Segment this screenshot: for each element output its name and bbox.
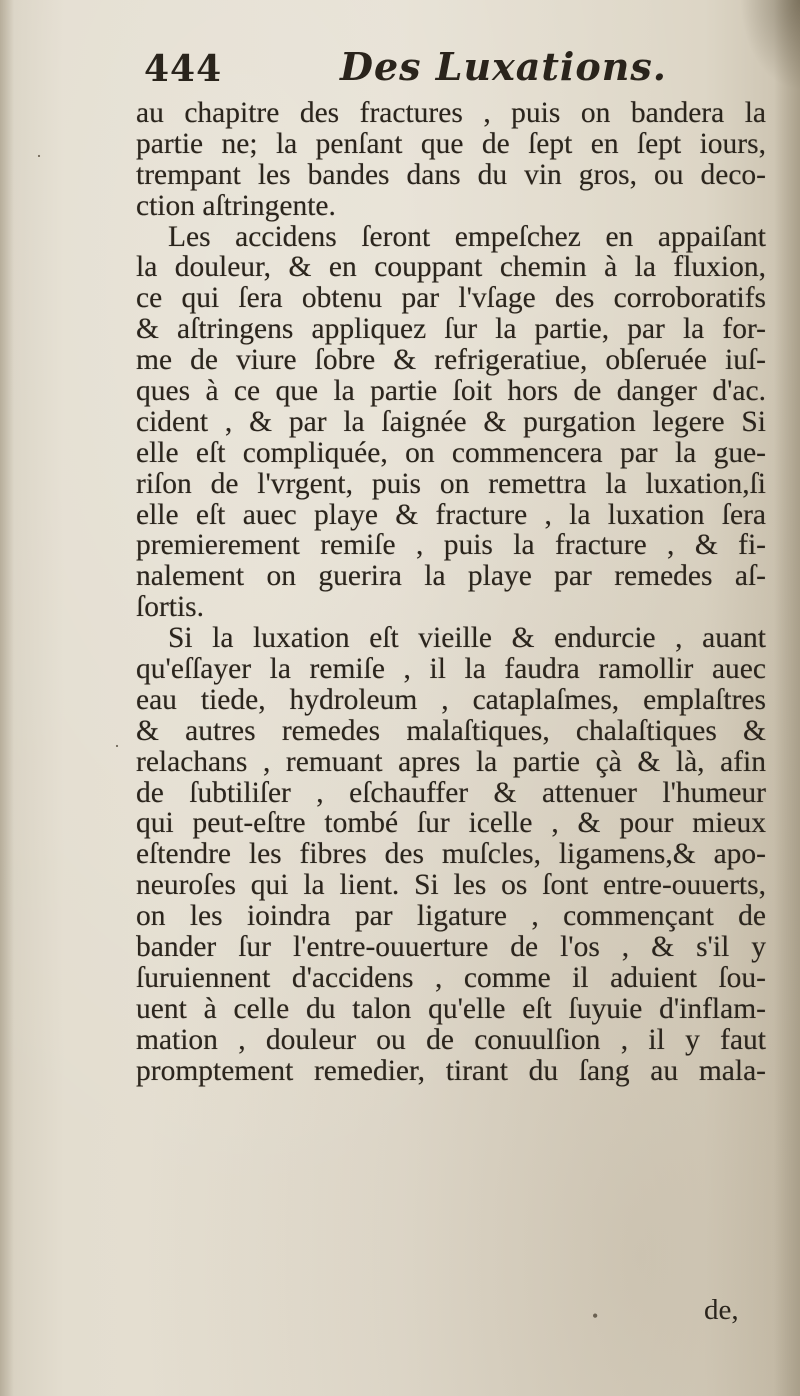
text-line: eau tiede, hydroleum , cataplaſmes, emplaſtres <box>136 683 766 716</box>
margin-dot: · <box>114 736 120 756</box>
page-right-edge-shadow <box>774 0 800 1396</box>
text-line: nalement on guerira la playe par remedes aſ- <box>136 560 766 593</box>
text-line: ſuruiennent d'accidens , comme il aduient ſou- <box>136 961 766 994</box>
text-line: qui peut-eſtre tombé ſur icelle , & pour mieux <box>136 807 766 840</box>
page-left-edge-shadow <box>0 0 14 1396</box>
text-line: qu'eſſayer la remiſe , il la faudra ramollir auec <box>136 653 766 686</box>
text-line: bander ſur l'entre-ouuerture de l'os , & s'il y <box>136 931 766 964</box>
text-line: riſon de l'vrgent, puis on remettra la luxation,ſi <box>136 467 766 500</box>
text-line: me de viure ſobre & refrigeratiue, obſeruée iuſ- <box>136 344 766 377</box>
text-line: au chapitre des fractures , puis on bandera la <box>136 97 766 129</box>
text-line: & autres remedes malaſtiques, chalaſtiques & <box>136 714 766 747</box>
page-number: 444 <box>144 48 223 90</box>
text-line: eſtendre les fibres des muſcles, ligamens,& apo- <box>136 838 766 871</box>
text-line: ſortis. <box>136 591 205 624</box>
text-line: promptement remedier, tirant du ſang au mala- <box>136 1054 766 1087</box>
text-line: la douleur, & en couppant chemin à la fluxion, <box>136 251 766 284</box>
text-line: ction aſtringente. <box>136 189 336 222</box>
text-line: ques à ce que la partie ſoit hors de danger d'ac. <box>136 375 766 408</box>
text-line: & aſtringens appliquez ſur la partie, par la for- <box>136 313 766 346</box>
text-line: partie ne; la penſant que de ſept en ſept iours, <box>136 127 766 160</box>
text-line: relachans , remuant apres la partie çà & là, afin <box>136 745 766 778</box>
text-line: Les accidens ſeront empeſchez en appaiſant <box>168 220 766 253</box>
ink-speck: • <box>592 1306 599 1326</box>
body-text <box>136 98 766 1087</box>
text-line: mation , douleur ou de conuulſion , il y faut <box>136 1023 766 1056</box>
text-line: premierement remiſe , puis la fracture , & fi- <box>136 529 766 562</box>
text-line: neuroſes qui la lient. Si les os ſont entre-ouuerts, <box>136 869 766 902</box>
margin-dot: · <box>36 146 42 166</box>
text-line: trempant les bandes dans du vin gros, ou deco- <box>136 158 766 191</box>
text-line: de ſubtiliſer , eſchauffer & attenuer l'humeur <box>136 776 766 809</box>
text-line: cident , & par la ſaignée & purgation legere Si <box>136 405 766 438</box>
catchword: de, <box>704 1294 739 1326</box>
text-line: elle eſt auec playe & fracture , la luxation ſera <box>136 498 766 531</box>
text-line: Si la luxation eſt vieille & endurcie , auant <box>168 622 766 655</box>
text-line: ce qui ſera obtenu par l'vſage des corroboratifs <box>136 282 766 315</box>
text-line: uent à celle du talon qu'elle eſt ſuyuie d'inflam- <box>136 992 766 1025</box>
text-line: elle eſt compliquée, on commencera par la gue- <box>136 436 766 469</box>
running-head: Des Luxations. <box>340 44 667 89</box>
page-header <box>140 44 760 100</box>
text-line: on les ioindra par ligature , commençant de <box>136 900 766 933</box>
